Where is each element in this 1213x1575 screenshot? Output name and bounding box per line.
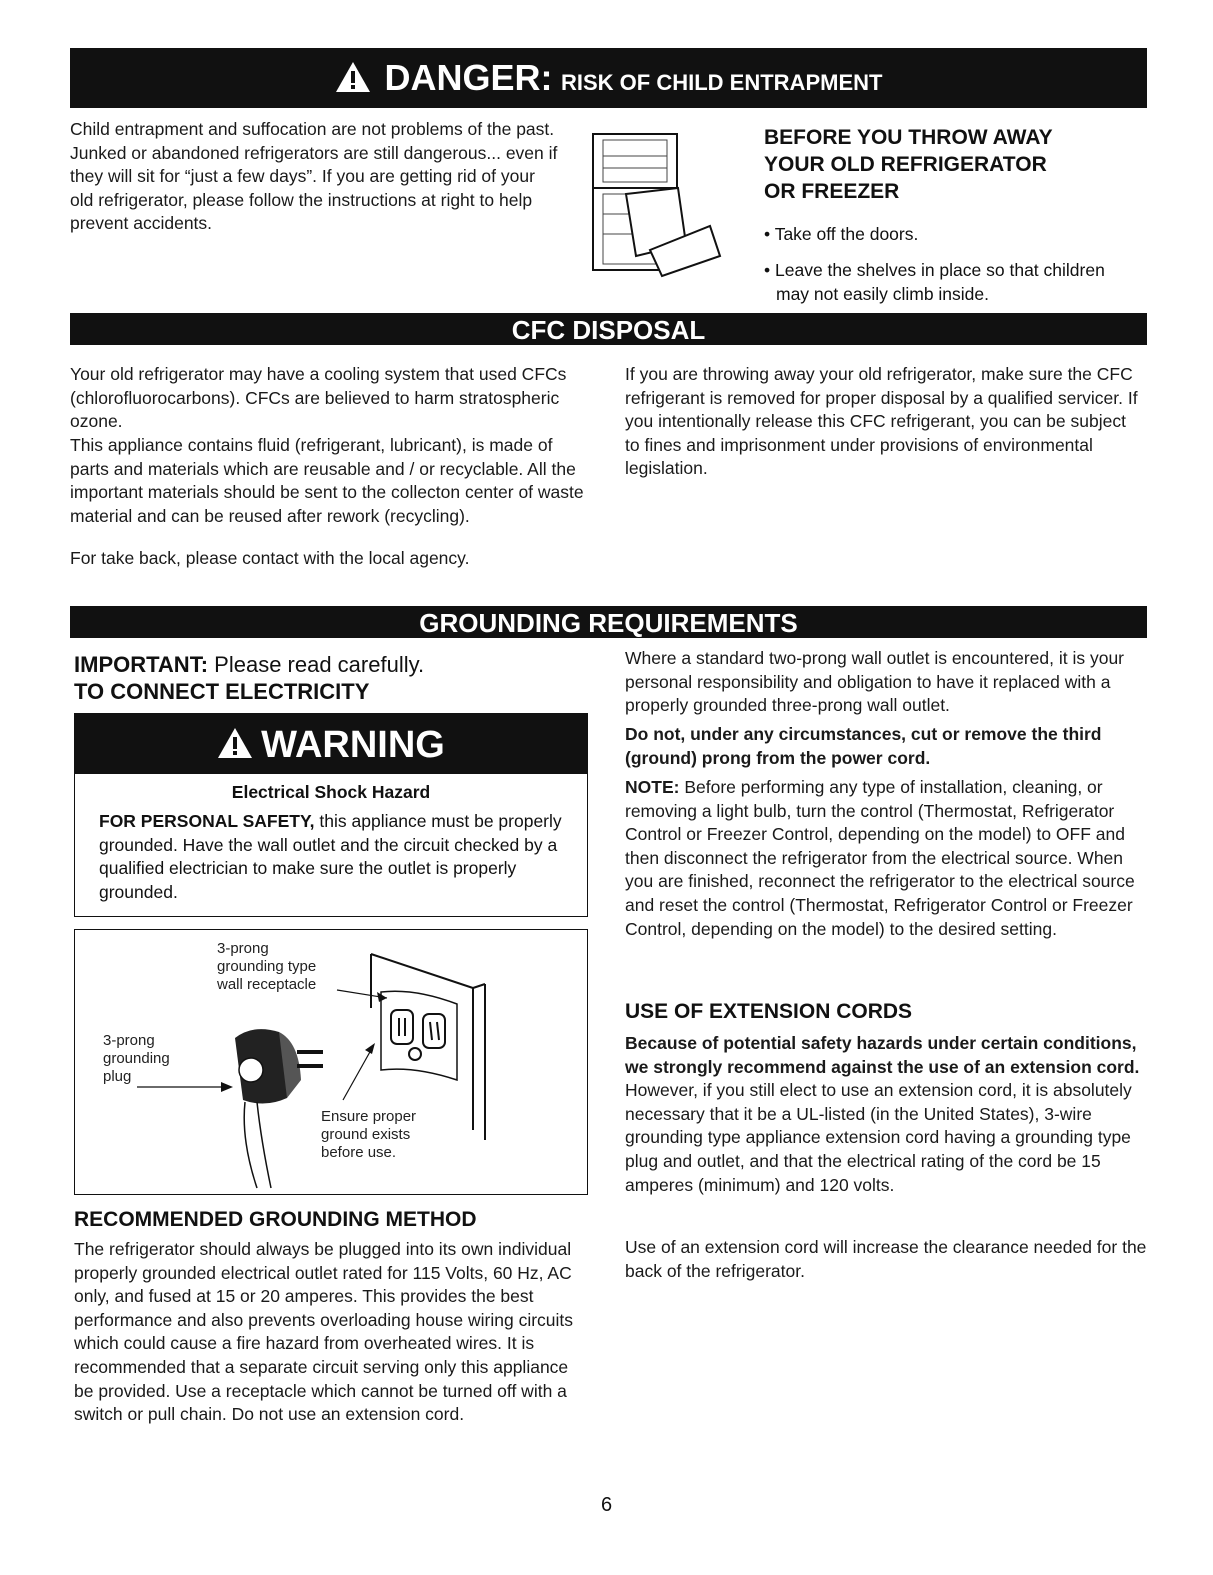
recommended-method-heading: RECOMMENDED GROUNDING METHOD xyxy=(74,1208,477,1231)
bullet-take-off-doors: • Take off the doors. xyxy=(764,224,919,244)
danger-banner xyxy=(70,48,1147,108)
warning-box xyxy=(74,713,588,917)
warning-header: WARNING xyxy=(75,714,587,774)
cfc-left-p1: Your old refrigerator may have a cooling system that used CFCs (chlorofluorocarbons). CFCs are believed to harm stratospheric ozone. xyxy=(70,364,567,432)
extension-cords-paragraph: Because of potential safety hazards under certain conditions, we strongly recommend against the use of an extension cord. However, if you still elect to use an extension cord, it is absolutely necessary that it be a UL-listed (in the United States), 3-wire grounding type appliance extension cord having a grounding type plug and outlet, and that the electrical rating of the cord be 15 amperes (minimum) and 120 volts. xyxy=(625,1033,1140,1195)
danger-intro: Child entrapment and suffocation are not problems of the past. Junked or abandoned refrigerators are still dangerous... even if they will sit for “just a few days”. If you are getting rid of your old refrigerator, please follow the instructions at right to help prevent accidents. xyxy=(70,119,558,234)
before-throw-heading: BEFORE YOU THROW AWAY YOUR OLD REFRIGERATOR OR FREEZER xyxy=(764,126,1053,203)
warning-triangle-icon xyxy=(217,727,253,759)
important-line: IMPORTANT: Please read carefully. xyxy=(74,652,425,677)
refrigerator-illustration xyxy=(590,128,730,278)
warning-text: FOR PERSONAL SAFETY, this appliance must be properly grounded. Have the wall outlet and the circuit checked by a qualified electrician to make sure the outlet is properly grounded. xyxy=(99,811,562,902)
recommended-method-text: The refrigerator should always be plugged into its own individual properly grounded electrical outlet rated for 115 Volts, 60 Hz, AC only, and fused at 15 or 20 amperes. This provides the best performance and also prevents overloading house wiring circuits which could cause a fire hazard from overheated wires. It is recommended that a separate circuit serving only this appliance be provided. Use a receptacle which cannot be turned off with a switch or pull chain. Do not use an extension cord. xyxy=(74,1239,574,1425)
page-number: 6 xyxy=(600,1494,613,1516)
danger-title: DANGER: xyxy=(384,57,553,98)
ensure-label: Ensure proper ground exists before use. xyxy=(321,1108,417,1161)
two-prong-paragraph: Where a standard two-prong wall outlet is encountered, it is your personal responsibility and obligation to have it replaced with a properly grounded three-prong wall outlet. xyxy=(625,648,1125,716)
connect-electricity-heading: TO CONNECT ELECTRICITY xyxy=(74,679,370,704)
receptacle-label: 3-prong grounding type wall receptacle xyxy=(217,940,317,993)
outlet-figure-box xyxy=(74,929,588,1195)
extension-cords-heading: USE OF EXTENSION CORDS xyxy=(625,1000,913,1023)
grounding-banner: GROUNDING REQUIREMENTS xyxy=(70,606,1147,638)
cfc-right-p1: If you are throwing away your old refrigerator, make sure the CFC refrigerant is removed for proper disposal by a qualified servicer. If you intentionally release this CFC refrigerant, you can be subject to fines and imprisonment under provisions of environmental legislation. xyxy=(625,364,1138,479)
extension-clearance-paragraph: Use of an extension cord will increase the clearance needed for the back of the refrigerator. xyxy=(625,1237,1147,1281)
cfc-left-p3: For take back, please contact with the local agency. xyxy=(70,548,470,568)
do-not-cut-prong: Do not, under any circumstances, cut or remove the third (ground) prong from the power cord. xyxy=(625,724,1102,768)
danger-subtitle: RISK OF CHILD ENTRAPMENT xyxy=(561,70,883,95)
cfc-banner: CFC DISPOSAL xyxy=(70,313,1147,345)
plug-label: 3-prong grounding plug xyxy=(103,1032,170,1085)
warning-triangle-icon xyxy=(335,61,371,93)
cfc-left-p2: This appliance contains fluid (refrigerant, lubricant), is made of parts and materials which are reusable and / or recyclable. All the important materials should be sent to the collecton center of waste material and can be reused after rework (recycling). xyxy=(70,435,584,526)
bullet-leave-shelves: • Leave the shelves in place so that children may not easily climb inside. xyxy=(764,260,1105,304)
note-paragraph: NOTE: Before performing any type of installation, cleaning, or removing a light bulb, turn the control (Thermostat, Refrigerator Control or Freezer Control, depending on the model) to OFF and then disconnect the refrigerator from the electrical source. When you are finished, reconnect the refrigerator to the electrical source and reset the control (Thermostat, Refrigerator Control or Freezer Control, depending on the model) to the desired setting. xyxy=(625,777,1135,939)
hazard-title: Electrical Shock Hazard xyxy=(231,782,431,802)
